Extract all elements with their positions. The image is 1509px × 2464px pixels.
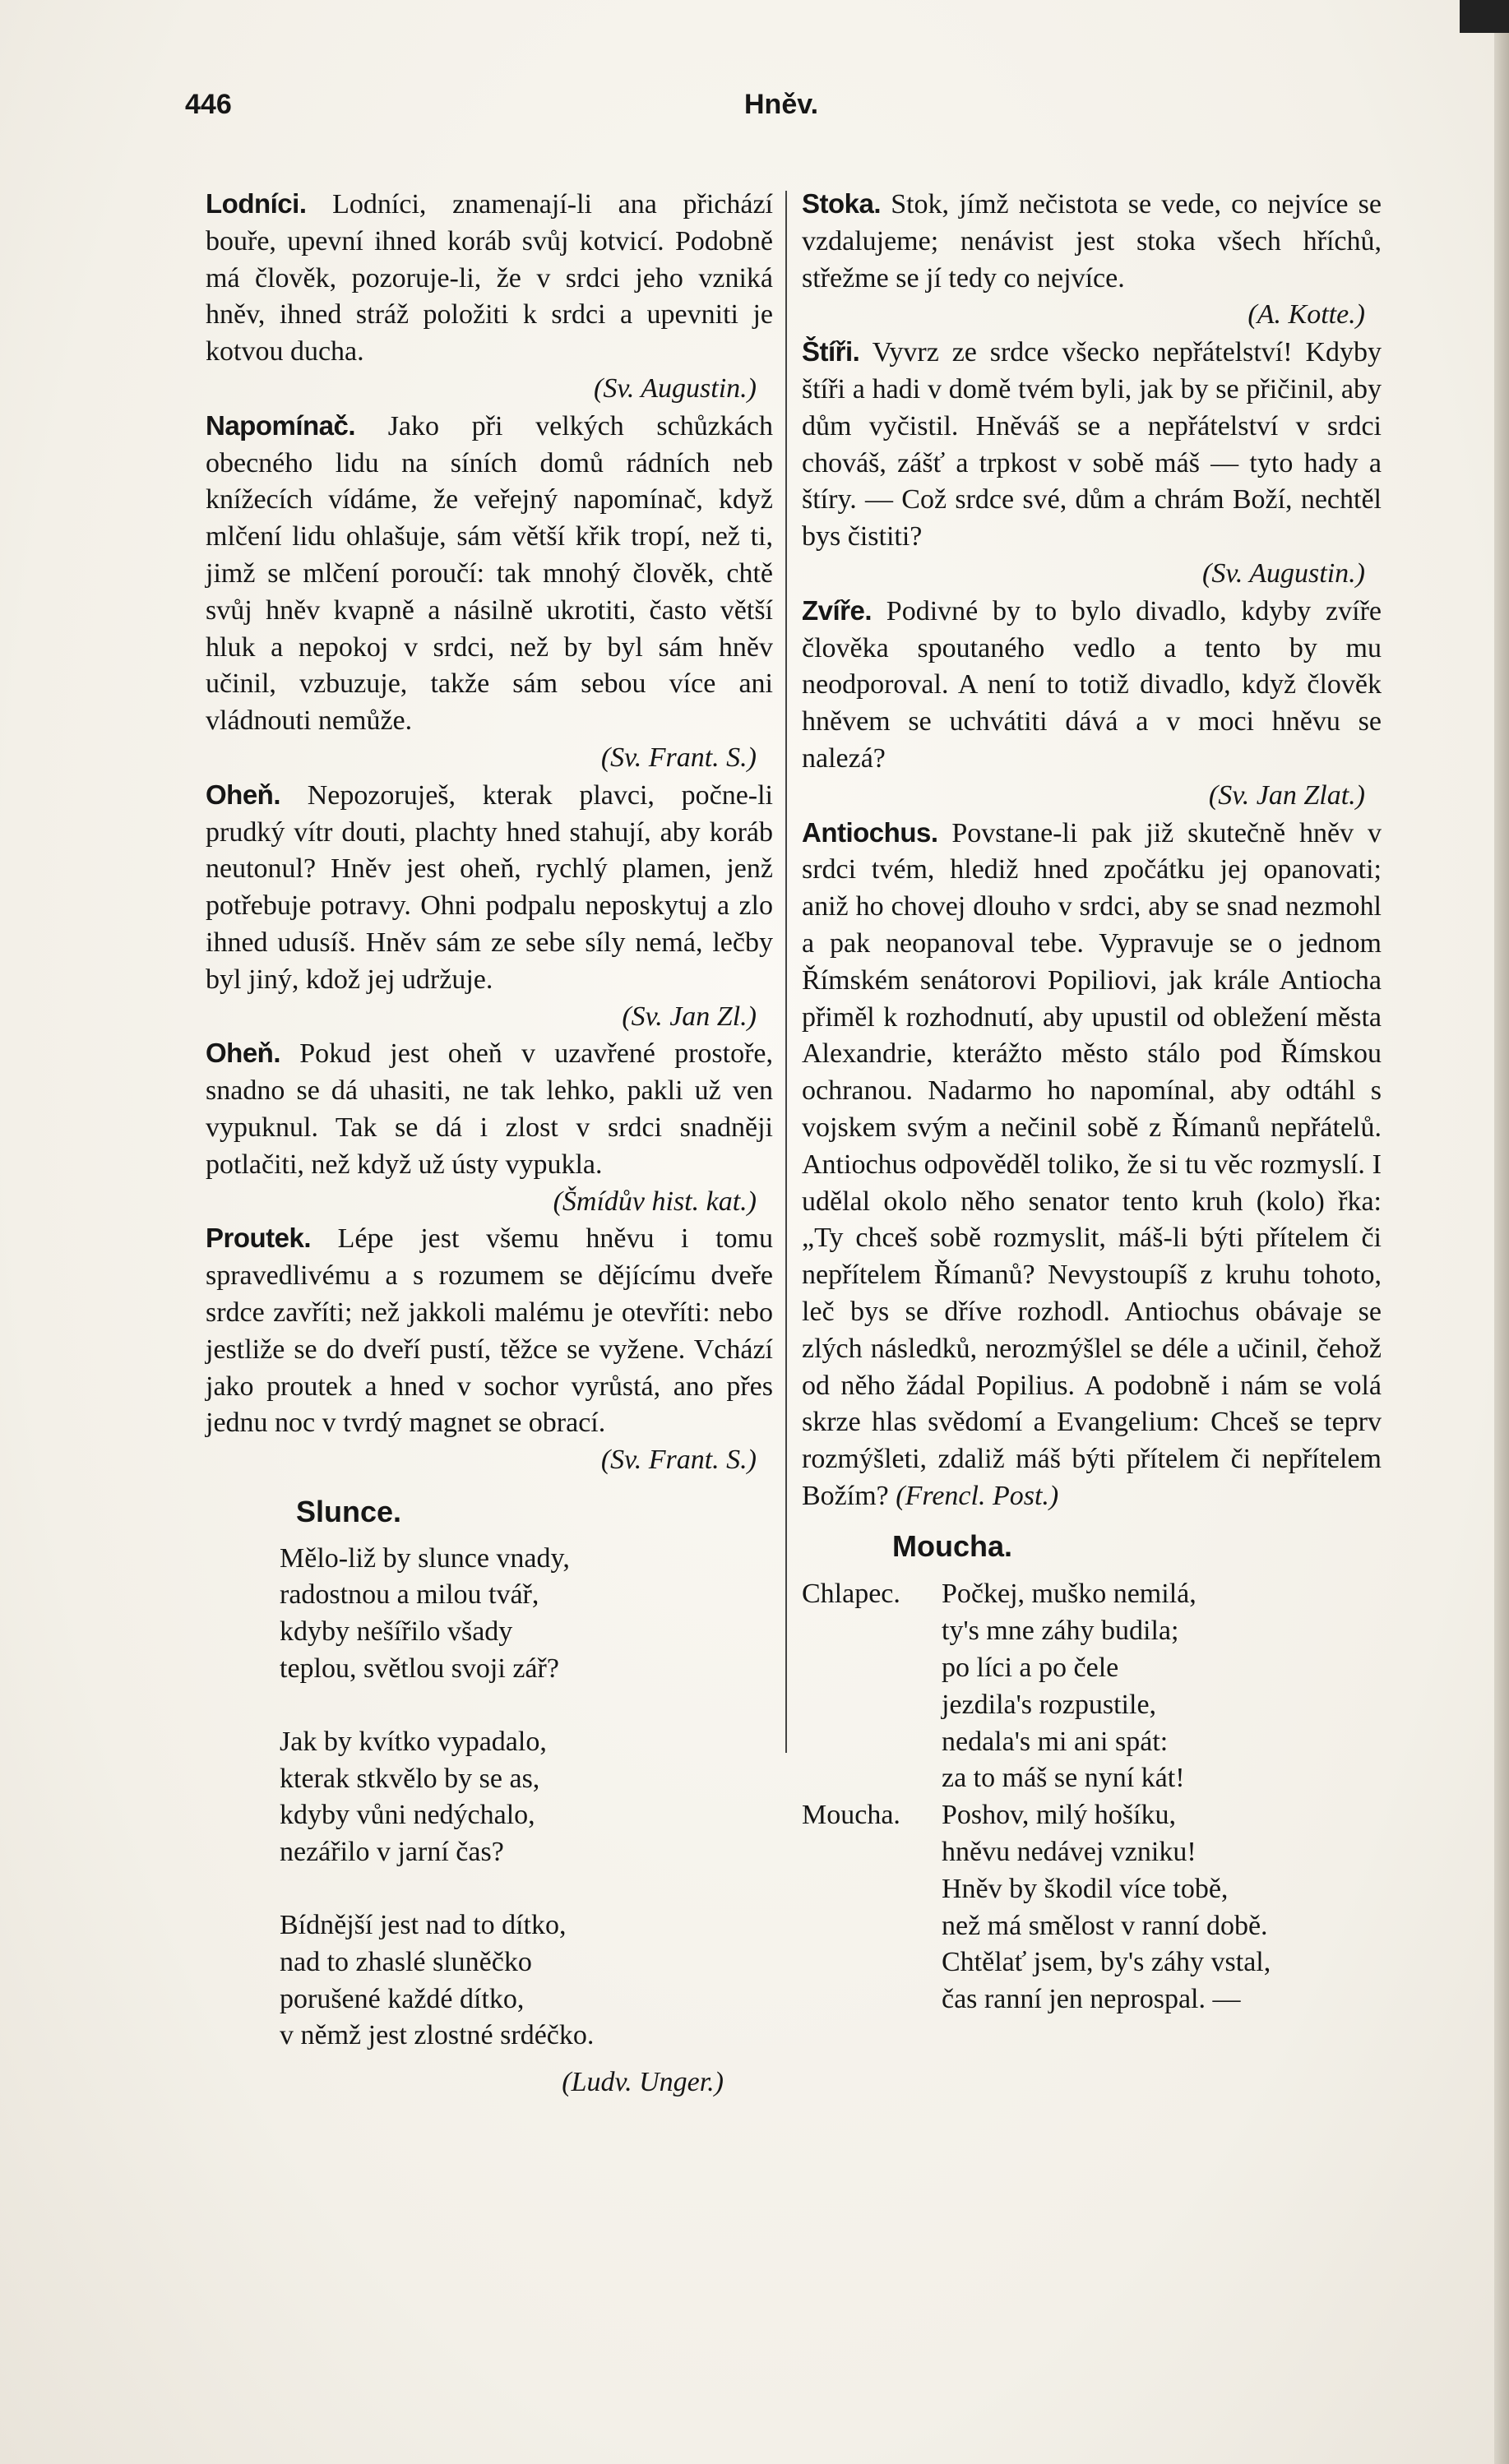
poem-title: Slunce. [296, 1494, 402, 1528]
running-title: Hněv. [744, 89, 819, 120]
poem-line: kterak stkvělo by se as, [280, 1763, 540, 1794]
dialog-part [802, 1797, 1382, 2018]
entry-text: Nepozoruješ, kterak plavci, počne-li prudký vítr douti, plachty hned stahují, aby koráb neutonul? Hněv jest oheň, rychlý plamen, jenž potřebuje potravy. Ohni podpalu neposkytuj a zlo ihned udusíš. Hněv sám ze sebe síly nemá, lečby byl jiný, kdož jej udržuje. [206, 779, 773, 995]
poem-stanza [280, 1907, 773, 2055]
poem-line: Bídnější jest nad to dítko, [280, 1910, 567, 1941]
poem-line: jezdila's rozpustile, [942, 1689, 1157, 1720]
scan-corner [1460, 0, 1509, 33]
entry-heading: Zvíře. [802, 594, 873, 626]
entry-heading: Oheň. [206, 779, 281, 810]
poem-stanza [280, 1541, 773, 1688]
poem-line: kdyby vůni nedýchalo, [280, 1800, 535, 1831]
poem-line: Poshov, milý hošíku, [942, 1800, 1176, 1831]
speaker-label: Moucha. [802, 1800, 900, 1831]
entry [802, 334, 1382, 593]
poem-stanza [280, 1724, 773, 1871]
entry-text: Vyvrz ze srdce všecko nepřátelství! Kdyby štíři a hadi v domě tvém byli, jak by se přičinil, aby dům vyčistil. Hněváš se a nepřátelství v srdci chováš, zášť a trpkost v sobě máš — tyto hady a štíry. — Což srdce své, dům a chrám Boží, nechtěl bys čistiti? [802, 337, 1382, 552]
poem-line: teplou, světlou svoji zář? [280, 1653, 559, 1685]
entry-source: (Sv. Augustin.) [1202, 557, 1365, 589]
entry-heading: Antiochus. [802, 816, 938, 848]
entry-heading: Proutek. [206, 1223, 312, 1254]
entry-source: (Frencl. Post.) [896, 1480, 1059, 1511]
poem-line: Chtělať jsem, by's záhy vstal, [942, 1947, 1271, 1978]
poem-line: ty's mne záhy budila; [942, 1616, 1179, 1647]
poem-line: Počkej, muško nemilá, [942, 1579, 1197, 1610]
entry-heading: Stoka. [802, 188, 882, 219]
entry-source: (Sv. Frant. S.) [600, 1445, 757, 1476]
poem-line: nedala's mi ani spát: [942, 1726, 1169, 1757]
entry-text: Lodníci, znamenají-li ana přichází bouře, upevní ihned koráb svůj kotvicí. Podobně má člověk, pozoruje-li, že v srdci jeho vzniká hněv, ihned stráž položiti k srdci a upevniti je kotvou ducha. [206, 189, 773, 368]
poem-line: Mělo-liž by slunce vnady, [280, 1542, 570, 1574]
entry-heading: Štíři. [802, 336, 860, 368]
entry-heading: Oheň. [206, 1038, 281, 1069]
poem-source: (Ludv. Unger.) [562, 2067, 724, 2098]
entry-text: Povstane-li pak již skutečně hněv v srdci tvém, hlediž hned zpočátku jej opanovati; aniž ho chovej dlouho v srdci, aby se snad nezmohl a pak neopanoval tebe. Vypravuje se o jednom Římském senátorovi Popiliovi, jak krále Antiocha přiměl k rozhodnutí, aby upustil od obležení města Alexandrie, kterážto město stálo pod Římskou ochranou. Nadarmo ho napomínal, aby odtáhl s vojskem svým a nečinil sobě z Římanů nepřátelů. Antiochus odpověděl toliko, že si tu věc rozmyslí. I udělal okolo něho senator tento kruh (kolo) řka: „Ty chceš sobě rozmyslit, máš-li býti přítelem či nepřítelem Římanů? Nevystoupíš z kruhu tohoto, leč bys se dříve rozhodl. Antiochus obávaje se zlých následků, nerozmýšlel se déle a učinil, čehož od něho žádal Popilius. A podobně i nám se volá skrze hlas svědomí a Evangelium: Chceš se teprv rozmýšleti, zdaliž máš býti přítelem či nepřítelem Božím? [802, 817, 1382, 1511]
dialog-lines [942, 1797, 1271, 2018]
entry [206, 408, 773, 777]
poem-line: porušené každé dítko, [280, 1983, 525, 2014]
entry-source: (Sv. Frant. S.) [600, 742, 757, 773]
poem-line: Jak by kvítko vypadalo, [280, 1726, 547, 1757]
poem-line: kdyby nešířilo všady [280, 1616, 513, 1648]
entry-heading: Napomínač. [206, 409, 356, 441]
page-edge [1494, 0, 1509, 2464]
poem-line: čas ranní jen neprospal. — [942, 1984, 1241, 2015]
entry-source: (Sv. Jan Zl.) [622, 1001, 757, 1032]
entry-source: (A. Kotte.) [1247, 299, 1365, 331]
column-divider [785, 191, 787, 1753]
entry-text: Stok, jímž nečistota se vede, co nejvíce se vzdalujeme; nenávist jest stoka všech hříchů, střežme se jí tedy co nejvíce. [802, 189, 1382, 294]
left-column [206, 186, 773, 2101]
entry-text: Pokud jest oheň v uzavřené prostoře, snadno se dá uhasiti, ne tak lehko, pakli už ven vypuknul. Tak se dá i zlost v srdci snadněji potlačiti, než když už ústy vypukla. [206, 1038, 773, 1180]
entry [802, 815, 1382, 1515]
poem-line: Hněv by škodil více tobě, [942, 1873, 1229, 1904]
entry [206, 777, 773, 1036]
entry [802, 186, 1382, 334]
entry-heading: Lodníci. [206, 188, 307, 219]
entry-text: Lépe jest všemu hněvu i tomu spravedlivému a s rozumem se dějícímu dveře srdce zavříti; než jakkoli malému je otevříti: nebo jestliže se do dveří pustí, těžce se vyžene. Vchází jako proutek a hned v sochor vyrůstá, ano přes jednu noc v tvrdý magnet se obrací. [206, 1223, 773, 1439]
poem-line: za to máš se nyní kát! [942, 1763, 1185, 1794]
dialog-lines [942, 1576, 1197, 1797]
entry [206, 1035, 773, 1220]
speaker-label: Chlapec. [802, 1579, 900, 1610]
poem-line: hněvu nedávej vzniku! [942, 1837, 1197, 1868]
entry-source: (Šmídův hist. kat.) [553, 1186, 757, 1217]
poem-line: po líci a po čele [942, 1653, 1119, 1684]
right-column [802, 186, 1382, 2018]
entry-text: Jako při velkých schůzkách obecného lidu na síních domů rádních neb knížecích vídáme, že veřejný napomínač, když mlčení lidu ohlašuje, sám větší křik tropí, než ti, jimž se mlčení poroučí: tak mnohý člověk, chtě svůj hněv kvapně a násilně ukrotiti, často větší hluk a nepokoj v srdci, než by byl sám hněv učinil, vzbuzuje, takže sám sebou více ani vládnouti nemůže. [206, 410, 773, 737]
entry-text: Podivné by to bylo divadlo, kdyby zvíře člověka spoutaného vedlo a tento by mu neodporoval. A není to totiž divadlo, když člověk hněvem se uchvátiti dává a v moci hněvu se nalezá? [802, 595, 1382, 774]
running-header [185, 89, 1402, 138]
entry [802, 593, 1382, 815]
entry-source: (Sv. Jan Zlat.) [1208, 779, 1365, 811]
poem-title: Moucha. [892, 1528, 1013, 1563]
poem-line: v němž jest zlostné srdéčko. [280, 2020, 595, 2051]
dialog-part [802, 1576, 1382, 1797]
entry [206, 186, 773, 408]
poem-line: nezářilo v jarní čas? [280, 1837, 504, 1868]
page-number: 446 [185, 89, 232, 120]
poem-line: než má smělost v ranní době. [942, 1910, 1268, 1941]
poem-line: radostnou a milou tvář, [280, 1579, 539, 1611]
entry-source: (Sv. Augustin.) [594, 372, 757, 404]
poem-line: nad to zhaslé sluněčko [280, 1946, 532, 1977]
entry [206, 1220, 773, 1479]
